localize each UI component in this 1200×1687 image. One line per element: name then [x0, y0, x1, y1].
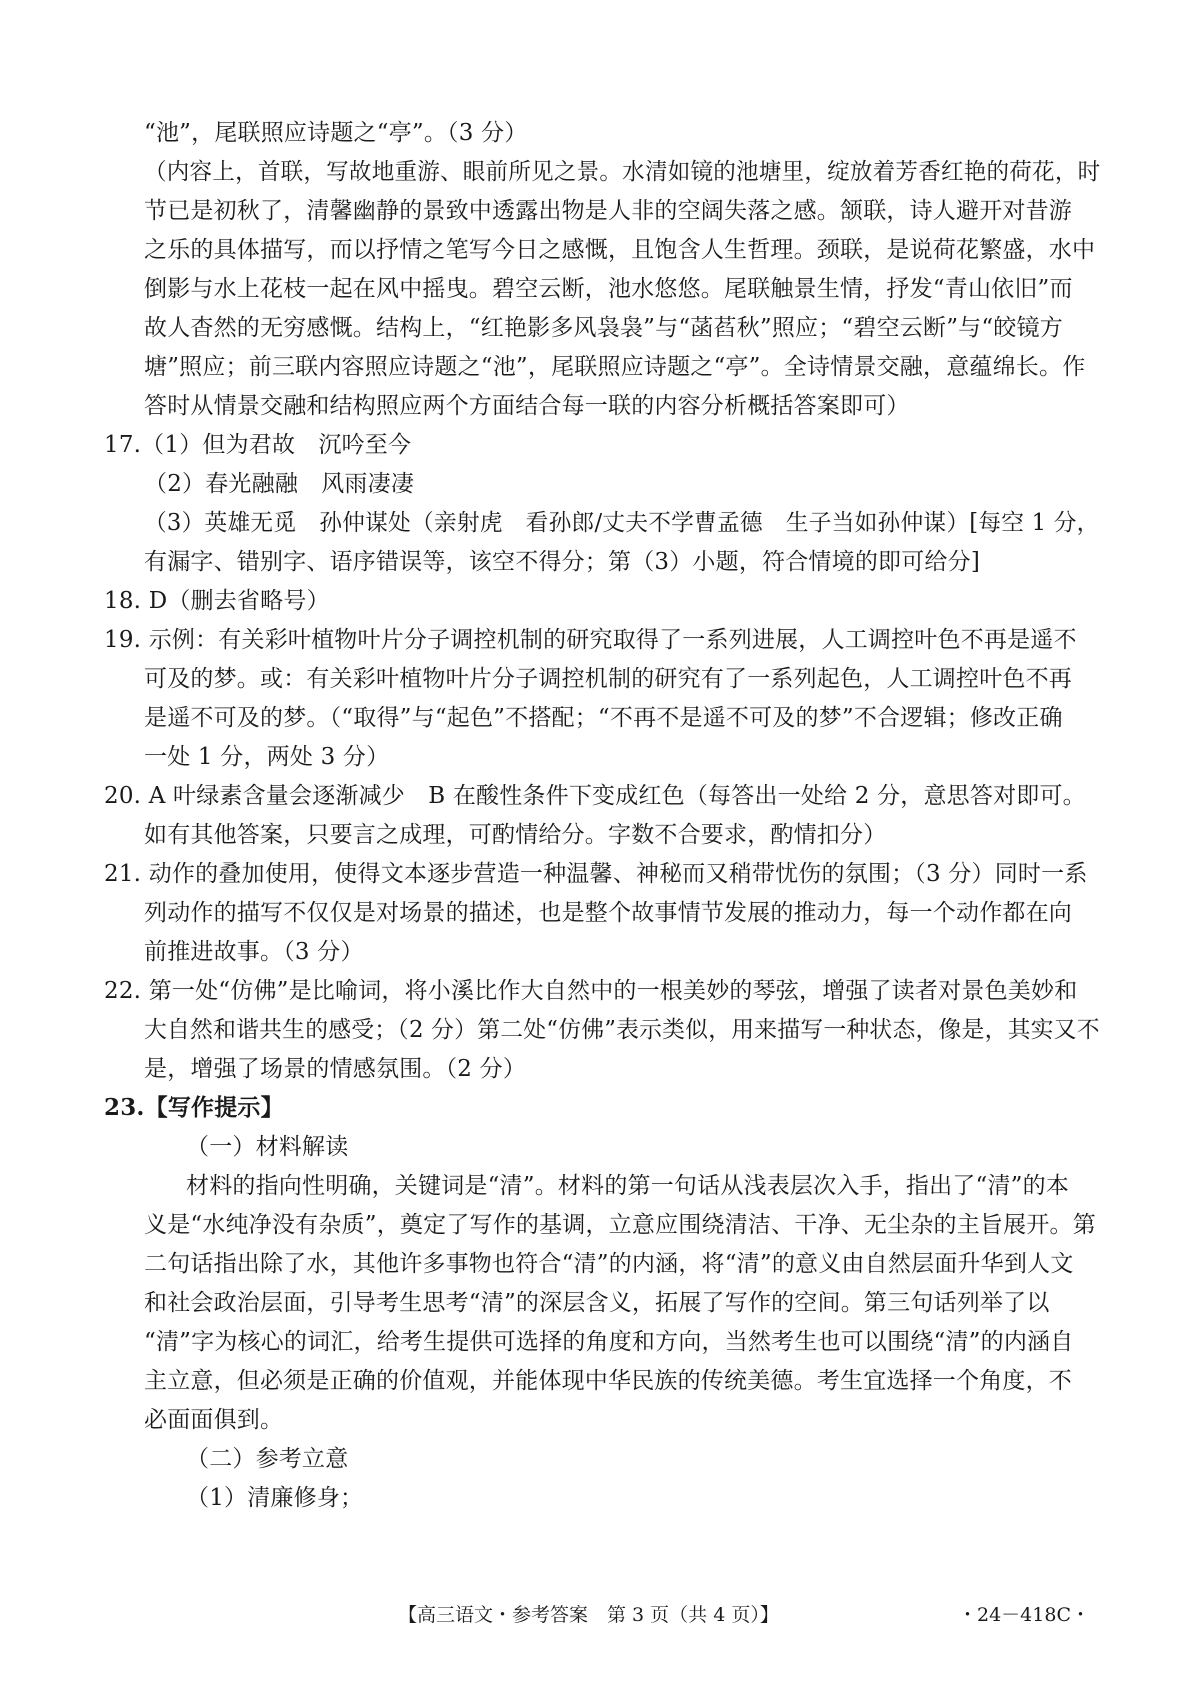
text-line: 和社会政治层面，引导考生思考“清”的深层含义，拓展了写作的空间。第三句话列举了以: [144, 1290, 1050, 1316]
text-line: 塘”照应；前三联内容照应诗题之“池”，尾联照应诗题之“亭”。全诗情景交融，意蕴绵长。作: [144, 354, 1086, 380]
answer-18: 18. D（删去省略号）: [104, 588, 330, 614]
text-line: 如有其他答案，只要言之成理，可酌情给分。字数不合要求，酌情扣分）: [144, 822, 887, 848]
text-line: 必面面俱到。: [144, 1407, 284, 1433]
text-line: 倒影与水上花枝一起在风中摇曳。碧空云断，池水悠悠。尾联触景生情，抒发“青山依旧”而: [144, 276, 1073, 302]
answer-23-heading: 23.【写作提示】: [104, 1094, 284, 1121]
text-line: 节已是初秋了，清馨幽静的景致中透露出物是人非的空阔失落之感。颔联，诗人避开对昔游: [144, 198, 1072, 224]
text-line: 答时从情景交融和结构照应两个方面结合每一联的内容分析概括答案即可）: [144, 393, 910, 419]
text-line: 之乐的具体描写，而以抒情之笔写今日之感慨，且饱含人生哲理。颈联，是说荷花繁盛，水中: [144, 237, 1096, 263]
section-heading: （二）参考立意: [186, 1446, 349, 1472]
text-line: 前推进故事。（3 分）: [144, 939, 364, 965]
text-line: 列动作的描写不仅仅是对场景的描述，也是整个故事情节发展的推动力，每一个动作都在向: [144, 900, 1072, 926]
answer-17: 17.（1）但为君故 沉吟至今: [104, 432, 412, 458]
answer-22: 22. 第一处“仿佛”是比喻词，将小溪比作大自然中的一根美妙的琴弦，增强了读者对景色美妙和: [104, 978, 1078, 1004]
text-line: 大自然和谐共生的感受；（2 分）第二处“仿佛”表示类似，用来描写一种状态，像是，其实又不: [144, 1017, 1100, 1043]
section-heading: （一）材料解读: [186, 1134, 349, 1160]
text-line: （内容上，首联，写故地重游、眼前所见之景。水清如镜的池塘里，绽放着芳香红艳的荷花，时: [144, 159, 1101, 185]
text-line: 一处 1 分，两处 3 分）: [144, 744, 390, 770]
text-line: 故人杳然的无穷感慨。结构上，“红艳影多风袅袅”与“菡萏秋”照应；“碧空云断”与“皎镜方: [144, 315, 1063, 341]
page-footer: 【高三语文・参考答案 第 3 页（共 4 页）】: [398, 1604, 779, 1626]
text-line: 主立意，但必须是正确的价值观，并能体现中华民族的传统美德。考生宜选择一个角度，不: [144, 1368, 1072, 1394]
answer-20: 20. A 叶绿素含量会逐渐减少 B 在酸性条件下变成红色（每答出一处给 2 分，意思答对即可。: [104, 783, 1086, 809]
text-line: “清”字为核心的词汇，给考生提供可选择的角度和方向，当然考生也可以围绕“清”的内涵自: [144, 1329, 1074, 1355]
text-line: 有漏字、错别字、语序错误等，该空不得分；第（3）小题，符合情境的即可给分]: [144, 549, 981, 575]
text-line: 二句话指出除了水，其他许多事物也符合“清”的内涵，将“清”的意义由自然层面升华到人文: [144, 1251, 1074, 1277]
text-line: （1）清廉修身；: [186, 1485, 364, 1511]
answer-19: 19. 示例：有关彩叶植物叶片分子调控机制的研究取得了一系列进展，人工调控叶色不再是遥不: [104, 627, 1077, 653]
text-line: 是遥不可及的梦。（“取得”与“起色”不搭配；“不再不是遥不可及的梦”不合逻辑；修改正确: [144, 705, 1063, 731]
text-line: （3）英雄无觅 孙仲谋处（亲射虎 看孙郎/丈夫不学曹孟德 生子当如孙仲谋）[每空 1 分，: [144, 510, 1100, 536]
answer-21: 21. 动作的叠加使用，使得文本逐步营造一种温馨、神秘而又稍带忧伤的氛围；（3 分）同时一系: [104, 861, 1088, 887]
text-line: 义是“水纯净没有杂质”，奠定了写作的基调，立意应围绕清洁、干净、无尘杂的主旨展开。第: [144, 1212, 1096, 1238]
text-line: 材料的指向性明确，关键词是“清”。材料的第一句话从浅表层次入手，指出了“清”的本: [186, 1173, 1070, 1199]
text-line: “池”，尾联照应诗题之“亭”。（3 分）: [144, 120, 528, 146]
page-code: ・24－418C・: [958, 1604, 1090, 1626]
text-line: （2）春光融融 风雨凄凄: [144, 471, 415, 497]
text-line: 是，增强了场景的情感氛围。（2 分）: [144, 1056, 527, 1082]
text-line: 可及的梦。或：有关彩叶植物叶片分子调控机制的研究有了一系列起色，人工调控叶色不再: [144, 666, 1072, 692]
